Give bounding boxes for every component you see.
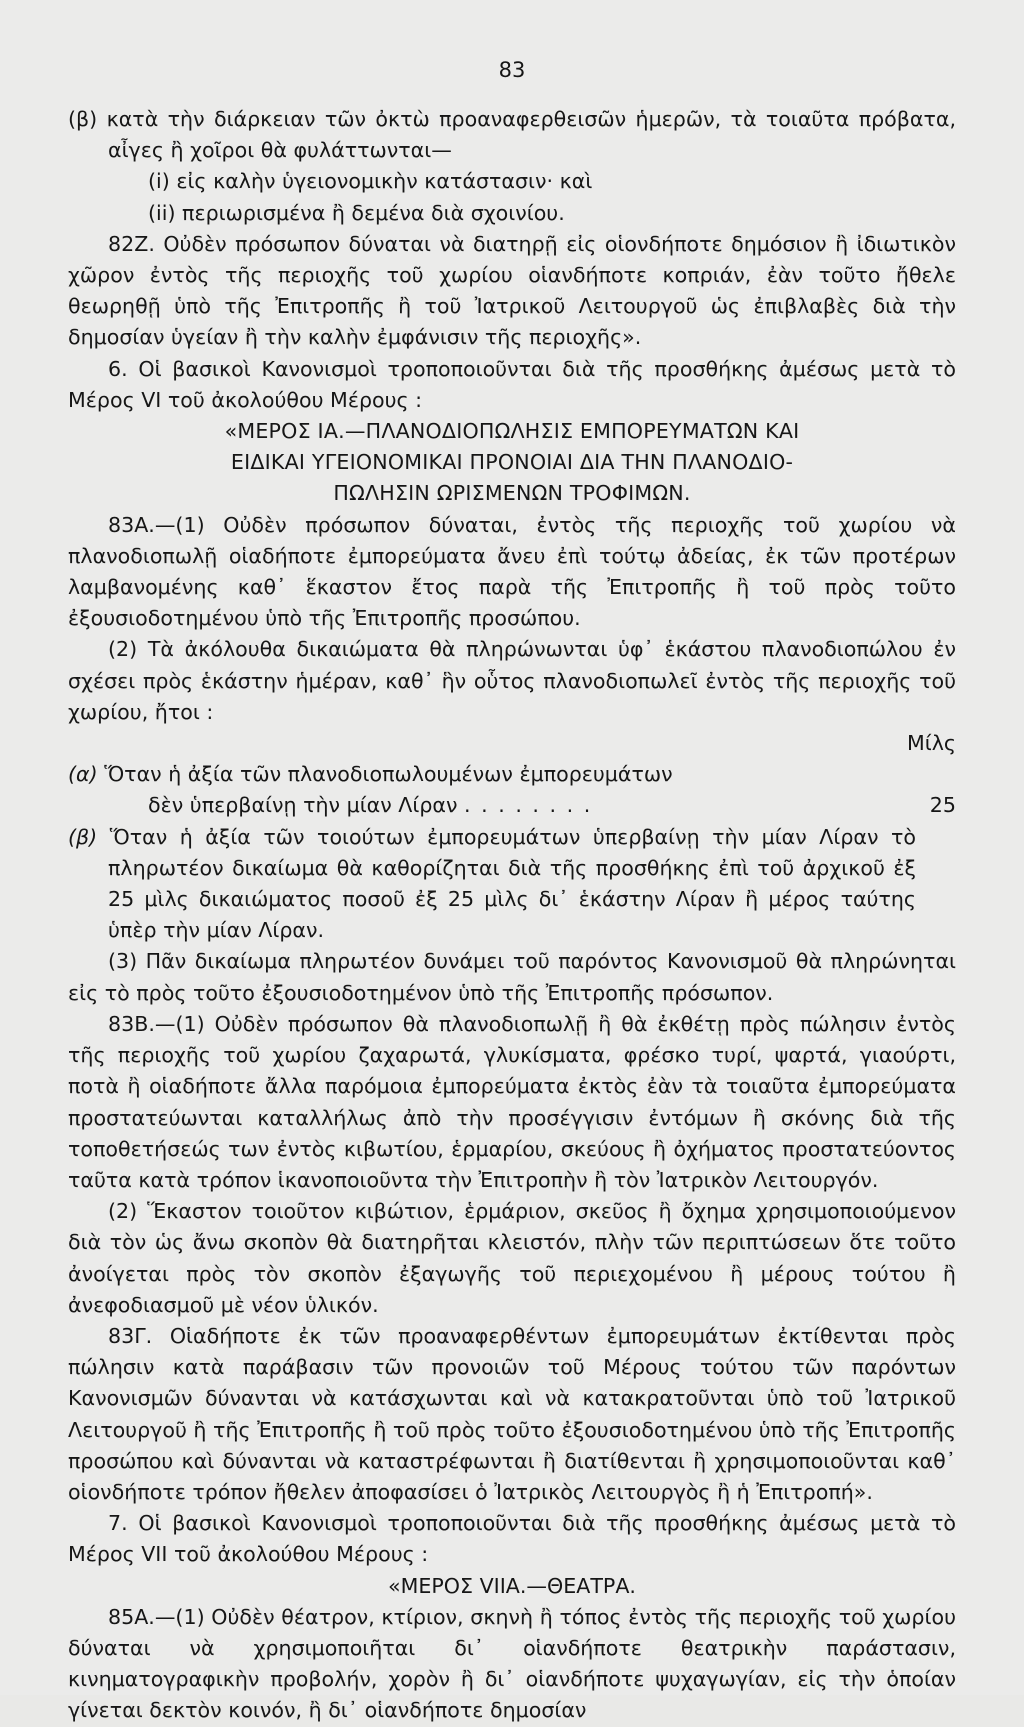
fee-item-a (68, 759, 956, 821)
fee-column-header-row (68, 728, 956, 759)
paragraph-b1-ii: (ii) περιωρισμένα ἢ δεμένα διὰ σχοινίου. (148, 200, 565, 225)
page-number: 83 (498, 58, 526, 82)
fee-item-b (68, 822, 956, 947)
fee-b-label: (β) (68, 824, 98, 849)
paragraph-b1-i: (i) εἰς καλὴν ὑγειονομικὴν κατάστασιν· καὶ (148, 169, 593, 194)
part-ia-heading-line1: «ΜΕΡΟΣ ΙΑ.—ΠΛΑΝΟΔΙΟΠΩΛΗΣΙΣ ΕΜΠΟΡΕΥΜΑΤΩΝ ΚΑΙ (224, 419, 800, 444)
fee-a-amount: 25 (929, 793, 956, 818)
regulation-82z: 82Ζ. Οὐδὲν πρόσωπον δύναται νὰ διατηρῇ εἰς οἱονδήποτε δημόσιον ἢ ἰδιωτικὸν χῶρον ἐντὸς τῆς περιοχῆς τοῦ χωρίου οἱανδήποτε κοπριάν, ἐὰν τοῦτο ἤθελε θεωρηθῇ ὑπὸ τῆς Ἐπιτροπῆς ἢ τοῦ Ἰατρικοῦ Λειτουργοῦ ὡς ἐπιβλαβὲς διὰ τὴν δημοσίαν ὑγείαν ἢ τὴν καλὴν ἐμφάνισιν τῆς περιοχῆς». (68, 231, 956, 350)
section-6: 6. Οἱ βασικοὶ Κανονισμοὶ τροποποιοῦνται διὰ τῆς προσθήκης ἀμέσως μετὰ τὸ Μέρος VI τοῦ ἀκολούθου Μέρους : (68, 356, 956, 412)
part-ia-heading-line3: ΠΩΛΗΣΙΝ ΩΡΙΣΜΕΝΩΝ ΤΡΟΦΙΜΩΝ. (333, 481, 691, 506)
fee-a-line2: δὲν ὑπερβαίνῃ τὴν μίαν Λίραν (148, 793, 458, 818)
regulation-83a-3: (3) Πᾶν δικαίωμα πληρωτέον δυνάμει τοῦ παρόντος Κανονισμοῦ θὰ πληρώνηται εἰς τὸ πρὸς τοῦτο ἐξουσιοδοτημένον ὑπὸ τῆς Ἐπιτροπῆς πρόσωπον. (68, 949, 956, 1005)
part-ia-heading-line2: ΕΙΔΙΚΑΙ ΥΓΕΙΟΝΟΜΙΚΑΙ ΠΡΟΝΟΙΑΙ ΔΙΑ ΤΗΝ ΠΛΑΝΟΔΙΟ- (230, 450, 794, 475)
fee-column-header: Μίλς (906, 731, 956, 756)
fee-a-line1: Ὅταν ἡ ἀξία τῶν πλανοδιοπωλουμένων ἐμπορευμάτων (104, 762, 673, 787)
regulation-83a-2: (2) Τὰ ἀκόλουθα δικαιώματα θὰ πληρώνωνται ὑφ᾽ ἑκάστου πλανοδιοπώλου ἐν σχέσει πρὸς ἑκάστην ἡμέραν, καθ᾽ ἣν οὗτος πλανοδιοπωλεῖ ἐντὸς τῆς περιοχῆς τοῦ χωρίου, ἤτοι : (68, 637, 956, 724)
paragraph-b1: (β) κατὰ τὴν διάρκειαν τῶν ὀκτὼ προαναφερθεισῶν ἡμερῶν, τὰ τοιαῦτα πρόβατα, αἶγες ἢ χοῖροι θὰ φυλάττωνται— (68, 107, 956, 163)
fee-b-text: Ὅταν ἡ ἀξία τῶν τοιούτων ἐμπορευμάτων ὑπερβαίνῃ τὴν μίαν Λίραν τὸ πληρωτέον δικαίωμα θὰ καθορίζηται διὰ τῆς προσθήκης ἐπὶ τοῦ ἀρχικοῦ ἐξ 25 μὶλς δικαιώματος ποσοῦ ἐξ 25 μὶλς δι᾽ ἑκάστην Λίραν ἢ μέρος ταύτης ὑπὲρ τὴν μίαν Λίραν. (108, 824, 916, 943)
regulation-83b-2: (2) Ἕκαστον τοιοῦτον κιβώτιον, ἑρμάριον, σκεῦος ἢ ὄχημα χρησιμοποιούμενον διὰ τὸν ὡς ἄνω σκοπὸν θὰ διατηρῆται κλειστόν, πλὴν τῶν περιπτώσεων ὅτε τοῦτο ἀνοίγεται πρὸς τὸν σκοπὸν ἐξαγωγῆς τοῦ περιεχομένου ἢ μέρους τούτου ἢ ἀνεφοδιασμοῦ μὲ νέον ὑλικόν. (68, 1199, 956, 1317)
document-body (68, 104, 956, 1727)
regulation-83b-1: 83Β.—(1) Οὐδὲν πρόσωπον θὰ πλανοδιοπωλῇ ἢ θὰ ἐκθέτῃ πρὸς πώλησιν ἐντὸς τῆς περιοχῆς τοῦ χωρίου ζαχαρωτά, γλυκίσματα, φρέσκο τυρί, ψαρτά, γιαούρτι, ποτὰ ἢ οἱαδήποτε ἄλλα παρόμοια ἐμπορεύματα ἐκτὸς ἐὰν τὰ τοιαῦτα ἐμπορεύματα προστατεύωνται καταλλήλως ἀπὸ τὴν προσέγγισιν ἐντόμων ἢ σκόνης διὰ τῆς τοποθετήσεώς των ἐντὸς κιβωτίου, ἑρμαρίου, σκεύους ἢ ὀχήματος προστατεύοντος ταῦτα κατὰ τρόπον ἱκανοποιοῦντα τὴν Ἐπιτροπὴν ἢ τὸν Ἰατρικὸν Λειτουργόν. (68, 1011, 956, 1192)
regulation-83c: 83Γ. Οἱαδήποτε ἐκ τῶν προαναφερθέντων ἐμπορευμάτων ἐκτίθενται πρὸς πώλησιν κατὰ παράβασιν τῶν προνοιῶν τοῦ Μέρους τούτου τῶν παρόντων Κανονισμῶν δύνανται νὰ κατάσχωνται καὶ νὰ κατακρατοῦνται ὑπὸ τοῦ Ἰατρικοῦ Λειτουργοῦ ἢ τῆς Ἐπιτροπῆς ἢ τοῦ πρὸς τοῦτο ἐξουσιοδοτημένου ὑπὸ τῆς Ἐπιτροπῆς προσώπου καὶ δύνανται νὰ καταστρέφωνται ἢ διατίθενται ἢ χρησιμοποιοῦνται καθ᾽ οἱονδήποτε τρόπον ἤθελεν ἀποφασίσει ὁ Ἰατρικὸς Λειτουργὸς ἢ ἡ Ἐπιτροπή». (68, 1323, 956, 1504)
part-viia-heading: «ΜΕΡΟΣ VIIΑ.—ΘΕΑΤΡΑ. (388, 1573, 636, 1598)
fee-a-dots: . . . . . . . . (464, 793, 593, 818)
section-7: 7. Οἱ βασικοὶ Κανονισμοὶ τροποποιοῦνται διὰ τῆς προσθήκης ἀμέσως μετὰ τὸ Μέρος VII τοῦ ἀκολούθου Μέρους : (68, 1511, 956, 1567)
regulation-83a-1: 83Α.—(1) Οὐδὲν πρόσωπον δύναται, ἐντὸς τῆς περιοχῆς τοῦ χωρίου νὰ πλανοδιοπωλῇ οἱαδήποτε ἐμπορεύματα ἄνευ ἐπὶ τούτῳ ἀδείας, ἐκ τῶν προτέρων λαμβανομένης καθ᾽ ἕκαστον ἔτος παρὰ τῆς Ἐπιτροπῆς ἢ τοῦ πρὸς τοῦτο ἐξουσιοδοτημένου ὑπὸ τῆς Ἐπιτροπῆς προσώπου. (68, 512, 956, 631)
fee-a-label: (α) (68, 762, 98, 787)
regulation-85a-1: 85Α.—(1) Οὐδὲν θέατρον, κτίριον, σκηνὴ ἢ τόπος ἐντὸς τῆς περιοχῆς τοῦ χωρίου δύναται νὰ χρησιμοποιῆται δι᾽ οἱανδήποτε θεατρικὴν παράστασιν, κινηματογραφικὴν προβολήν, χορὸν ἢ δι᾽ οἱανδήποτε ψυχαγωγίαν, εἰς τὴν ὁποίαν γίνεται δεκτὸν κοινόν, ἢ δι᾽ οἱανδήποτε δημοσίαν (68, 1604, 956, 1723)
